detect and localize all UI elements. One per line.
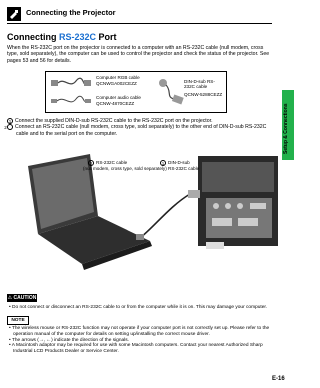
notes-list [7,326,282,355]
rs232-cable-title: RS-232C cable [96,160,128,165]
side-tab-label: Setup & Connections [283,103,289,154]
supplied-cables-figure [45,71,227,113]
rs232-cable-sub: (null modem, cross type, sold separately) [83,166,167,171]
note-item: • The arrows (→, ←) indicate the direction of the signals. [9,337,129,343]
intro-text: When the RS-232C port on the projector is connected to a computer with an RS-232C cable (null modem, cross type, sold separately), the computer can be used to control the projector and check the status of the projector. See pages 53 and 56 for details. [7,45,270,64]
step-text: Connect the supplied DIN-D-sub RS-232C cable to the RS-232C port on the projector. [15,118,213,124]
din-connector [188,190,200,198]
step-number: 2 [89,161,93,166]
rgb-cable-label: Computer RGB cable [96,75,140,80]
note-item-text: The arrows (→, ←) indicate the direction of the signals. [11,337,129,343]
caution-label-text: CAUTION [13,295,37,301]
bullet: • [9,305,13,310]
section-title [7,32,117,42]
note-item-text: The wireless mouse or RS-232C function may not operate if your computer port is not correctly set up. Please refer to the operation manual of the computer for details on setting up/installing the correct mouse driver. [11,326,270,337]
section-title-suffix: Port [96,32,117,42]
section-title-prefix: Connecting [7,32,59,42]
rgb-cable-image [50,75,92,91]
header-title: Connecting the Projector [26,8,116,17]
step-number: 1 [8,119,12,124]
audio-cable-part: QCNW-4870CEZZ [96,101,135,106]
step-text: Connect an RS-232C cable (null modem, cross type, sold separately) to the other end of DIN-D-sub RS-232C cable and to the serial port on the computer. [15,124,267,137]
caution-body: Do not connect or disconnect an RS-232C cable to or from the computer while it is on. This may damage your computer. [12,305,268,310]
step-number: 1 [161,161,165,166]
side-section-tab [282,90,294,160]
steps-list [4,118,272,137]
audio-cable-image [50,93,92,109]
note-item: • A Macintosh adaptor may be required for use with some Macintosh computers. Contact your nearest Authorized Sharp Industrial LCD Products Dealer or Service Center. [9,343,263,355]
projector-image [198,156,278,249]
caution-text [7,305,282,311]
note-label: NOTE [7,316,29,325]
din-cable-part: QCNW-5288CEZZ [184,92,223,97]
rgb-cable-part: QCNWGA002CEZZ [96,81,137,86]
laptop-serial-connector [136,234,144,240]
page-number: E-16 [272,376,285,382]
din-cable-image [158,77,186,107]
din-diagram-sub: RS-232C cable [168,166,200,171]
section-title-highlight: RS-232C [59,32,97,42]
warning-icon: ⚠ [7,295,13,301]
caution-label [7,294,37,302]
step-number: 2 [7,124,13,130]
din-cable-label: DIN-D-sub RS-232C cable [184,79,215,90]
note-item: • The wireless mouse or RS-232C function may not operate if your computer port is not correctly set up. Please refer to the operation manual of the computer for details on setting up/installing the correct mouse driver. [9,326,270,337]
header-divider [7,23,272,24]
note-item-text: A Macintosh adaptor may be required for use with some Macintosh computers. Contact your nearest Authorized Sharp Industrial LCD Products Dealer or Service Center. [11,343,263,355]
header-icon [7,7,21,21]
step-item [4,124,272,137]
din-diagram-title: DIN-D-sub [168,160,190,165]
audio-cable-label: Computer audio cable [96,95,141,100]
